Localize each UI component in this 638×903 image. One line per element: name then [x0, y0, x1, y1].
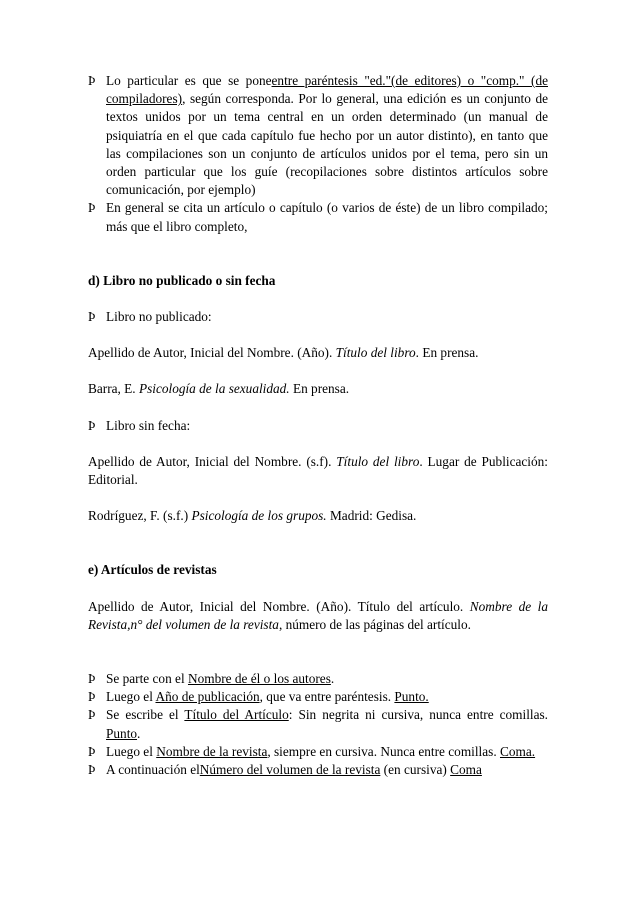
- bullet-text-underlined-end: Punto: [106, 725, 138, 741]
- format-text: Apellido de Autor, Inicial del Nombre. (s.f).: [88, 453, 337, 469]
- bullet-text-pre: Luego el: [106, 743, 157, 759]
- bullet-item-compilado: [88, 199, 548, 235]
- format-title-italic: Título del libro: [336, 453, 420, 469]
- example-author: Barra, E.: [88, 381, 139, 397]
- bullet-text-end: .: [137, 725, 141, 741]
- bullet-item-sin-fecha: [88, 417, 548, 435]
- bullet-marker: Þ: [88, 743, 96, 759]
- format-no-publicado: [88, 344, 548, 362]
- bullet-marker: Þ: [88, 417, 96, 433]
- format-journal-italic: Nombre de la Revista,n° del volumen de la revista: [88, 598, 548, 632]
- example-author: Rodríguez, F. (s.f.): [88, 508, 192, 524]
- bullet-item-volumen: [88, 761, 548, 779]
- example-sin-fecha: [88, 507, 548, 525]
- bullet-text-pre: Lo particular es que se pone: [106, 73, 272, 88]
- bullet-text-underlined: entre paréntesis "ed."(de editores) o "comp." (de compiladores): [106, 73, 548, 107]
- format-title-italic: Título del libro: [335, 345, 416, 361]
- example-text-end: Madrid: Gedisa.: [326, 508, 417, 524]
- bullet-item-titulo: [88, 706, 548, 742]
- bullet-marker: Þ: [88, 689, 96, 705]
- bullet-marker: Þ: [88, 707, 96, 723]
- format-text-end: . Lugar de Publicación: Editorial.: [88, 453, 548, 488]
- bullet-text-underlined: Título del Artículo: [184, 707, 289, 723]
- bullet-text-pre: Se parte con el: [106, 671, 188, 687]
- bullet-text-post: , que va entre paréntesis.: [259, 689, 395, 705]
- section-e-heading: e) Artículos de revistas: [88, 562, 217, 578]
- bullet-text-pre: Se escribe el: [106, 707, 185, 723]
- bullet-text-pre: Luego el: [106, 689, 156, 705]
- section-d-heading: d) Libro no publicado o sin fecha: [88, 272, 276, 288]
- bullet-item-anio: [88, 688, 548, 706]
- bullet-item-parentesis: [88, 72, 548, 199]
- bullet-item-autores: [88, 670, 548, 688]
- bullet-text-underlined: Nombre de la revista: [156, 743, 268, 759]
- format-text-end: , número de las páginas del artículo.: [278, 616, 471, 632]
- bullet-item-no-publicado: [88, 308, 548, 326]
- bullet-text-post: .: [330, 671, 335, 687]
- bullet-text-underlined: Número del volumen de la revista: [199, 762, 381, 778]
- example-title-italic: Psicología de los grupos.: [191, 508, 327, 524]
- format-text: Apellido de Autor, Inicial del Nombre. (Año).: [88, 345, 336, 361]
- bullet-text: Libro no publicado:: [106, 309, 212, 325]
- format-sin-fecha: [88, 453, 548, 489]
- bullet-marker: Þ: [88, 762, 96, 778]
- bullet-text-post: (en cursiva): [380, 762, 451, 778]
- example-no-publicado: [88, 380, 548, 398]
- bullet-text-underlined: Nombre de él o los autores: [187, 671, 331, 687]
- document-page: [88, 72, 548, 779]
- bullet-text-post: , según corresponda. Por lo general, una edición es un conjunto de textos unidos por un tema central en un orden determinado (un manual de psiquiatría en el que cada capítulo fue hecho por un autor distinto), en tanto que las compilaciones son un conjunto de artículos unidos por el tema, pero sin un orden particular que los guíe (recopilaciones sobre distintos artículos sobre comunicación, por ejemplo): [106, 91, 548, 198]
- bullet-text-underlined-end: Coma: [450, 762, 482, 778]
- example-title-italic: Psicología de la sexualidad.: [138, 381, 290, 397]
- example-text-end: En prensa.: [289, 381, 350, 397]
- bullet-text-underlined-end: Punto.: [394, 689, 429, 705]
- bullet-text-underlined-end: Coma.: [499, 743, 536, 759]
- bullet-text-post: : Sin negrita ni cursiva, nunca entre comillas.: [288, 707, 548, 723]
- format-text: Apellido de Autor, Inicial del Nombre. (Año). Título del artículo.: [88, 598, 470, 614]
- bullet-text: Libro sin fecha:: [106, 417, 191, 433]
- bullet-text: En general se cita un artículo o capítulo (o varios de éste) de un libro compilado; más que el libro completo,: [106, 200, 548, 234]
- bullet-marker: Þ: [88, 671, 96, 687]
- format-text-end: . En prensa.: [415, 345, 479, 361]
- bullet-marker: Þ: [88, 200, 96, 216]
- bullet-text-pre: A continuación el: [106, 762, 200, 778]
- bullet-text-post: , siempre en cursiva. Nunca entre comillas.: [267, 743, 500, 759]
- format-articulo-revista: [88, 598, 548, 634]
- bullet-marker: Þ: [88, 309, 96, 325]
- bullet-marker: Þ: [88, 73, 96, 88]
- bullet-item-revista: [88, 743, 548, 761]
- bullet-text-underlined: Año de publicación: [155, 689, 260, 705]
